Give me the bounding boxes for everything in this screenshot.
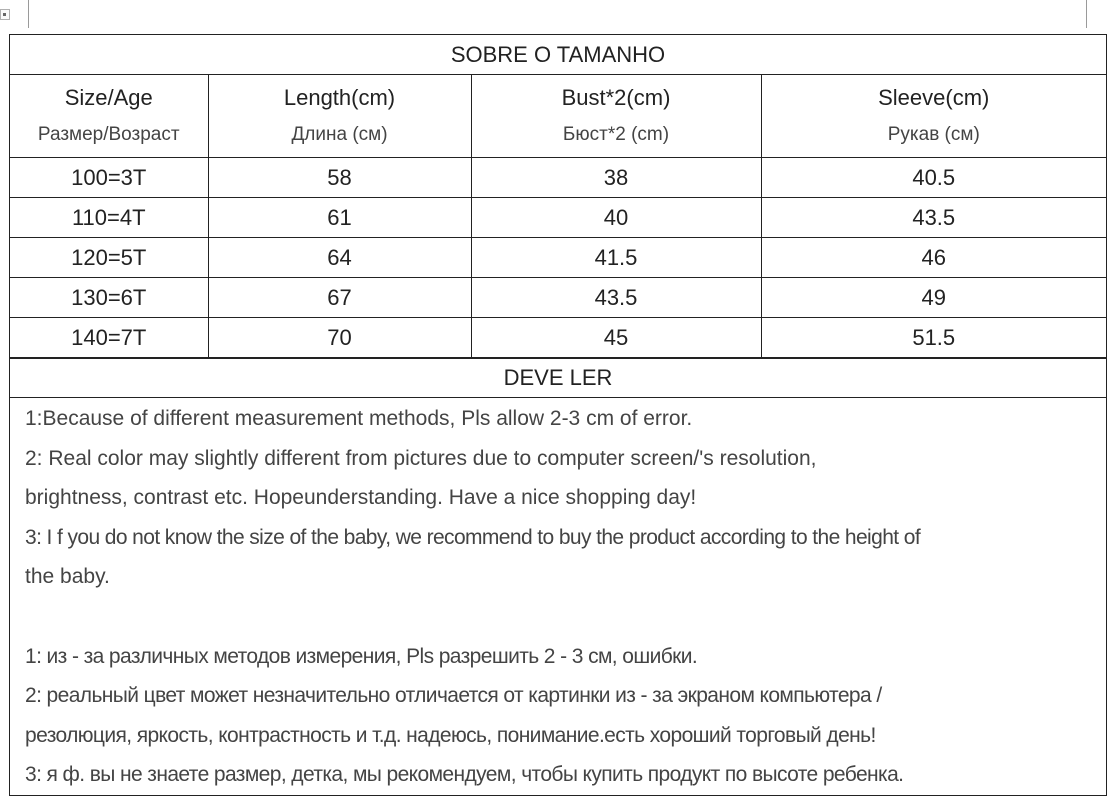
cell-size: 130=6T (10, 278, 208, 318)
notes-title: DEVE LER (10, 358, 1106, 398)
cell-length: 70 (208, 318, 471, 358)
cell-bust: 41.5 (471, 238, 761, 278)
header-label-ru: Размер/Возраст (37, 124, 180, 145)
cell-size: 110=4T (10, 198, 208, 238)
size-chart-title: SOBRE O TAMANHO (10, 35, 1106, 75)
table-row (10, 158, 1106, 198)
right-margin-mark (1086, 0, 1087, 28)
note-line-en: 1:Because of different measurement methods, Pls allow 2-3 cm of error. (25, 407, 693, 430)
cell-length: 67 (208, 278, 471, 318)
header-sleeve (761, 75, 1106, 158)
header-label-ru: Бюст*2 (cm) (562, 124, 670, 145)
note-line-en: brightness, contrast etc. Hopeunderstanding. Have a nice shopping day! (25, 486, 697, 509)
header-size-age (10, 75, 208, 158)
size-chart-sheet (9, 34, 1107, 796)
cell-bust: 40 (471, 198, 761, 238)
cell-size: 140=7T (10, 318, 208, 358)
cell-length: 64 (208, 238, 471, 278)
note-spacer (25, 602, 1106, 642)
header-label-en: Bust*2(cm) (561, 85, 671, 110)
cell-bust: 45 (471, 318, 761, 358)
cell-size: 100=3T (10, 158, 208, 198)
header-length (208, 75, 471, 158)
cell-length: 58 (208, 158, 471, 198)
header-label-ru: Рукав (см) (887, 124, 980, 145)
note-line-ru: резолюция, яркость, контрастность и т.д. надеюсь, понимание.есть хороший торговый день! (25, 723, 876, 747)
cell-size: 120=5T (10, 238, 208, 278)
header-label-ru: Длина (см) (291, 124, 388, 145)
size-table (10, 75, 1106, 358)
cell-bust: 43.5 (471, 278, 761, 318)
note-line-en: 3: I f you do not know the size of the baby, we recommend to buy the product according to the height of (25, 525, 921, 549)
note-line-ru: 3: я ф. вы не знаете размер, детка, мы рекомендуем, чтобы купить продукт по высоте ребенка. (25, 763, 904, 786)
note-line-en: the baby. (25, 565, 110, 588)
cell-sleeve: 46 (761, 238, 1106, 278)
table-row (10, 198, 1106, 238)
header-label-en: Sleeve(cm) (878, 85, 990, 110)
table-row (10, 278, 1106, 318)
cell-length: 61 (208, 198, 471, 238)
table-row (10, 318, 1106, 358)
header-bust (471, 75, 761, 158)
cell-bust: 38 (471, 158, 761, 198)
header-label-en: Length(cm) (283, 85, 396, 110)
notes-section (10, 398, 1106, 800)
table-move-handle-icon[interactable] (0, 9, 10, 20)
table-row (10, 238, 1106, 278)
left-margin-mark (28, 0, 29, 28)
note-line-ru: 1: из - за различных методов измерения, Pls разрешить 2 - 3 см, ошибки. (25, 644, 698, 668)
note-line-en: 2: Real color may slightly different from pictures due to computer screen/'s resolution, (25, 446, 817, 470)
cell-sleeve: 51.5 (761, 318, 1106, 358)
table-header-row (10, 75, 1106, 158)
header-label-en: Size/Age (64, 85, 153, 110)
cell-sleeve: 40.5 (761, 158, 1106, 198)
note-line-ru: 2: реальный цвет может незначительно отличается от картинки из - за экраном компьютера / (25, 684, 882, 707)
cell-sleeve: 49 (761, 278, 1106, 318)
cell-sleeve: 43.5 (761, 198, 1106, 238)
